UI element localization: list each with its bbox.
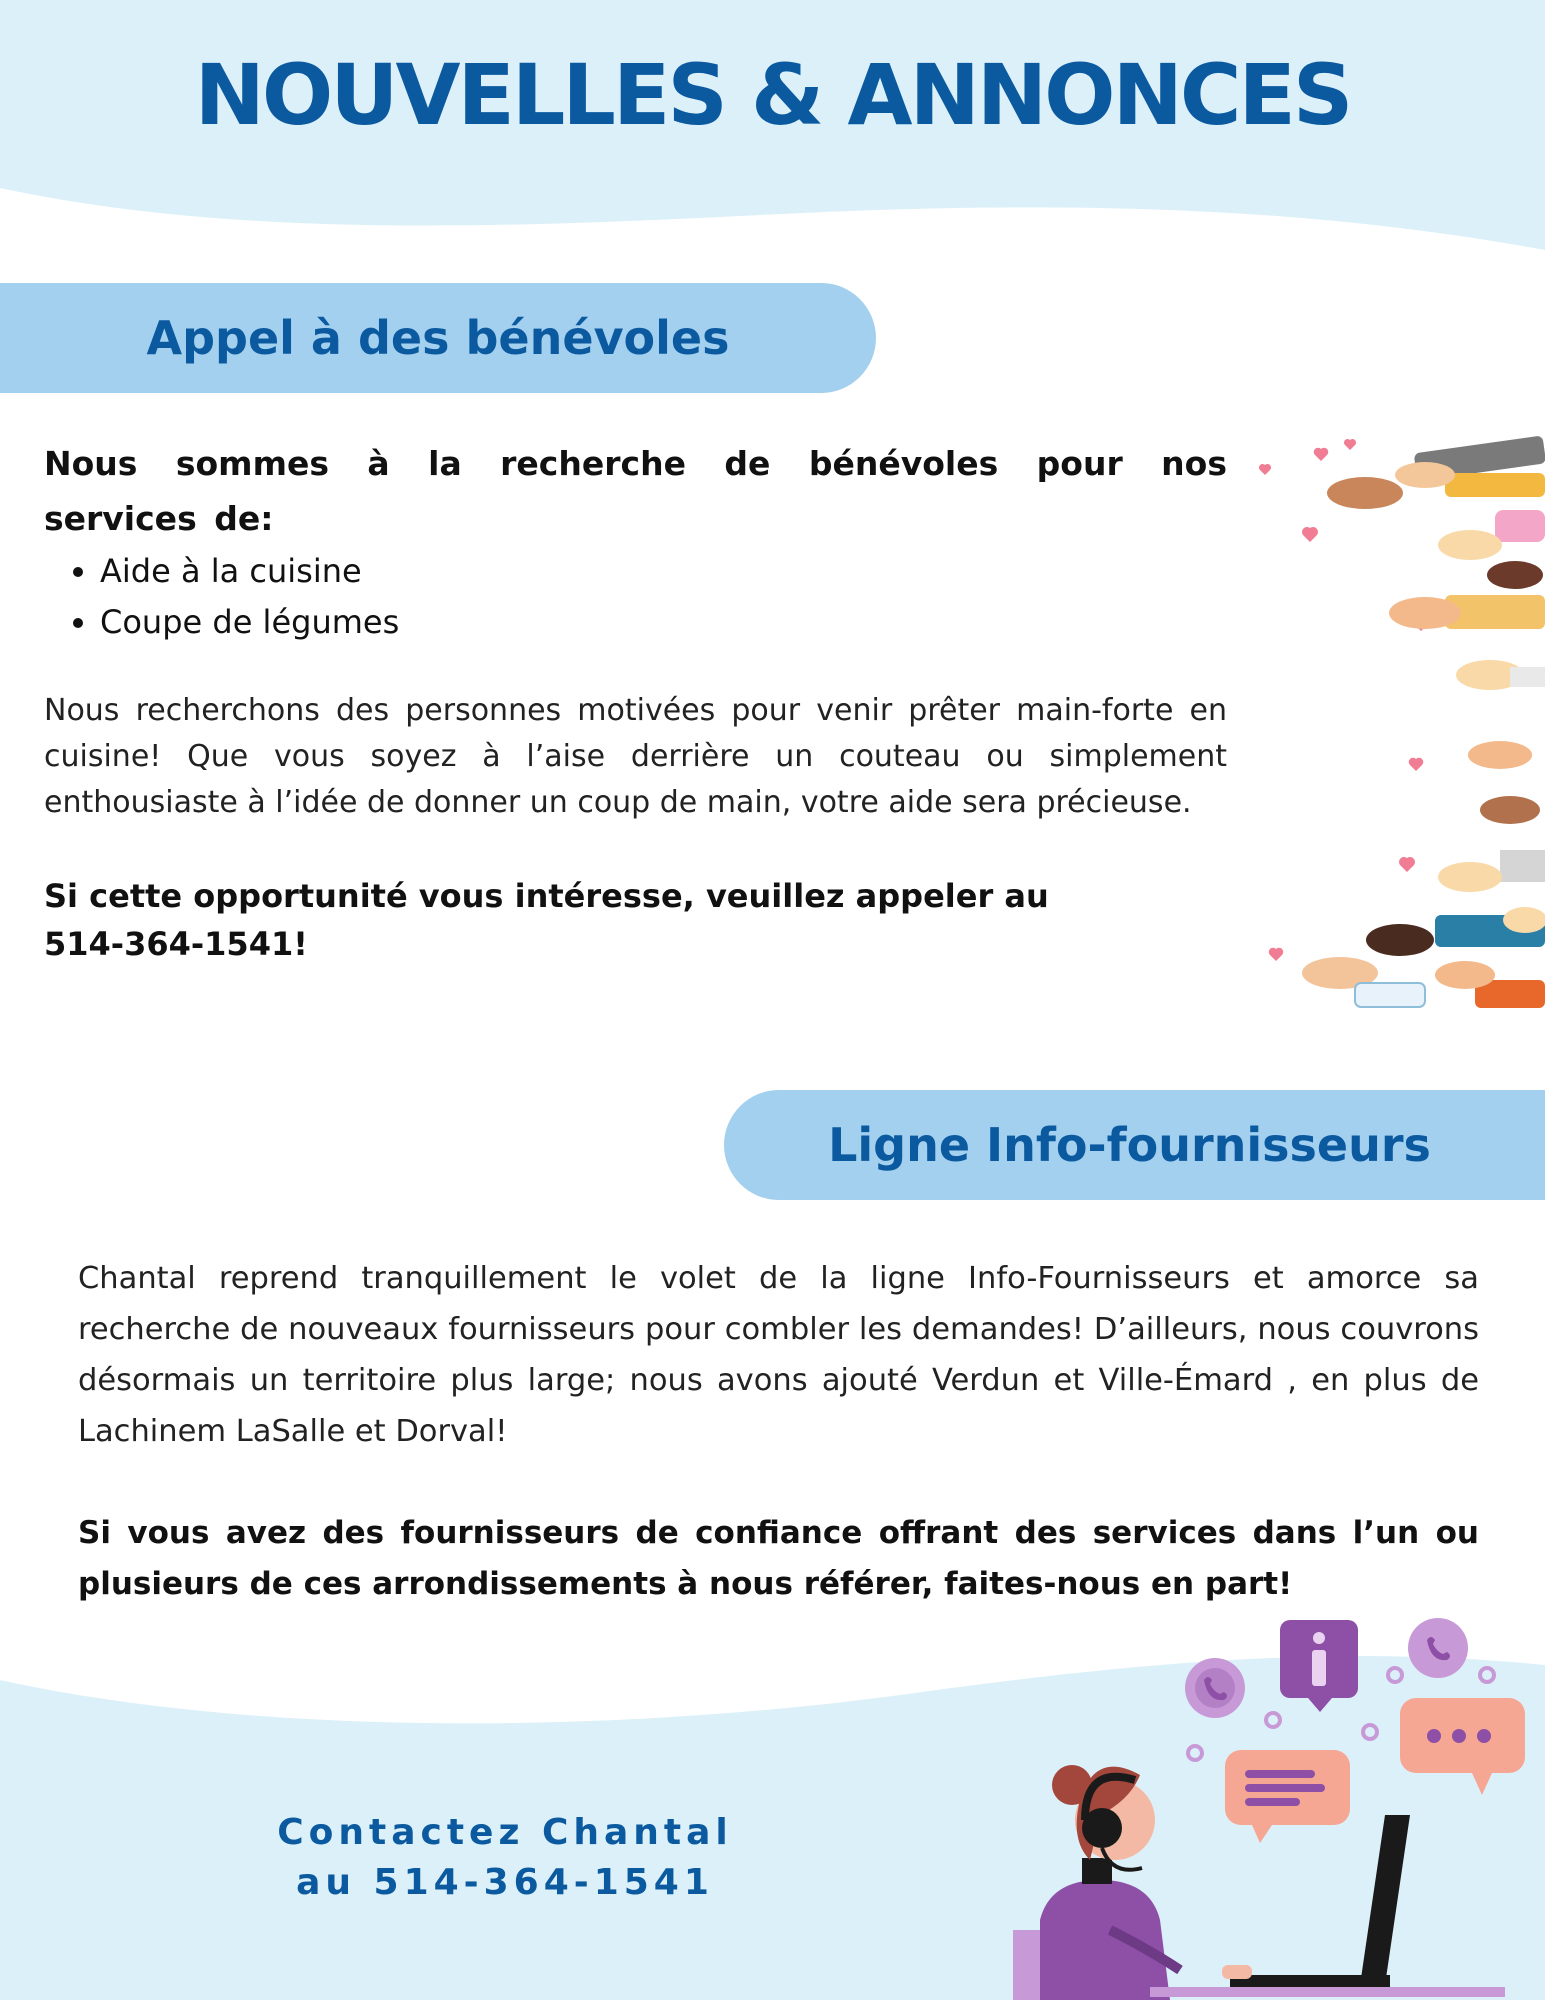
info-icon: [1280, 1620, 1358, 1712]
heart-icon: [1259, 439, 1428, 961]
page-title: NOUVELLES & ANNONCES: [194, 46, 1351, 144]
contact-phone: au 514-364-1541: [296, 1862, 714, 1903]
suppliers-cta: Si vous avez des fournisseurs de confiance offrant des services dans l’un ou plusieurs de ces arrondissements à nous référer, faites-nous en part!: [78, 1515, 1479, 1602]
volunteers-lead: Nous sommes à la recherche de bénévoles pour nos services de:: [44, 444, 1227, 538]
services-list: [44, 546, 1227, 648]
call-center-illustration: [990, 1610, 1545, 2000]
list-item: • Aide à la cuisine: [100, 546, 1227, 597]
operator-avatar: [1013, 1765, 1180, 2000]
volunteers-body: Nous recherchons des personnes motivées pour venir prêter main-forte en cuisine! Que vous soyez à l’aise derrière un couteau ou simplement enthousiaste à l’idée de donner un coup de main, votre aide sera précieuse.: [44, 693, 1227, 820]
chat-bubble-icon: [1225, 1698, 1525, 1843]
suppliers-section: [78, 1253, 1479, 1610]
laptop-icon: [1150, 1815, 1505, 1997]
suppliers-body: Chantal reprend tranquillement le volet de la ligne Info-Fournisseurs et amorce sa recherche de nouveaux fournisseurs pour combler les demandes! D’ailleurs, nous couvrons désormais un territoire plus large; nous avons ajouté Verdun et Ville-Émard , en plus de Lachinem LaSalle et Dorval!: [78, 1261, 1479, 1449]
list-item: • Coupe de légumes: [100, 597, 1227, 648]
contact-block: [250, 1808, 760, 1908]
volunteer-hands-illustration: [1245, 435, 1545, 1015]
contact-line-1: Contactez Chantal: [277, 1812, 733, 1853]
volunteers-cta-line1: Si cette opportunité vous intéresse, veuillez appeler au: [44, 877, 1049, 915]
volunteers-cta: [44, 872, 1227, 968]
volunteers-section: [44, 436, 1227, 968]
section-heading-suppliers-text: Ligne Info-fournisseurs: [828, 1118, 1431, 1172]
section-heading-volunteers-text: Appel à des bénévoles: [146, 311, 730, 365]
section-heading-suppliers: [724, 1090, 1545, 1200]
section-heading-volunteers: [0, 283, 876, 393]
volunteers-cta-phone: 514-364-1541!: [44, 925, 308, 963]
